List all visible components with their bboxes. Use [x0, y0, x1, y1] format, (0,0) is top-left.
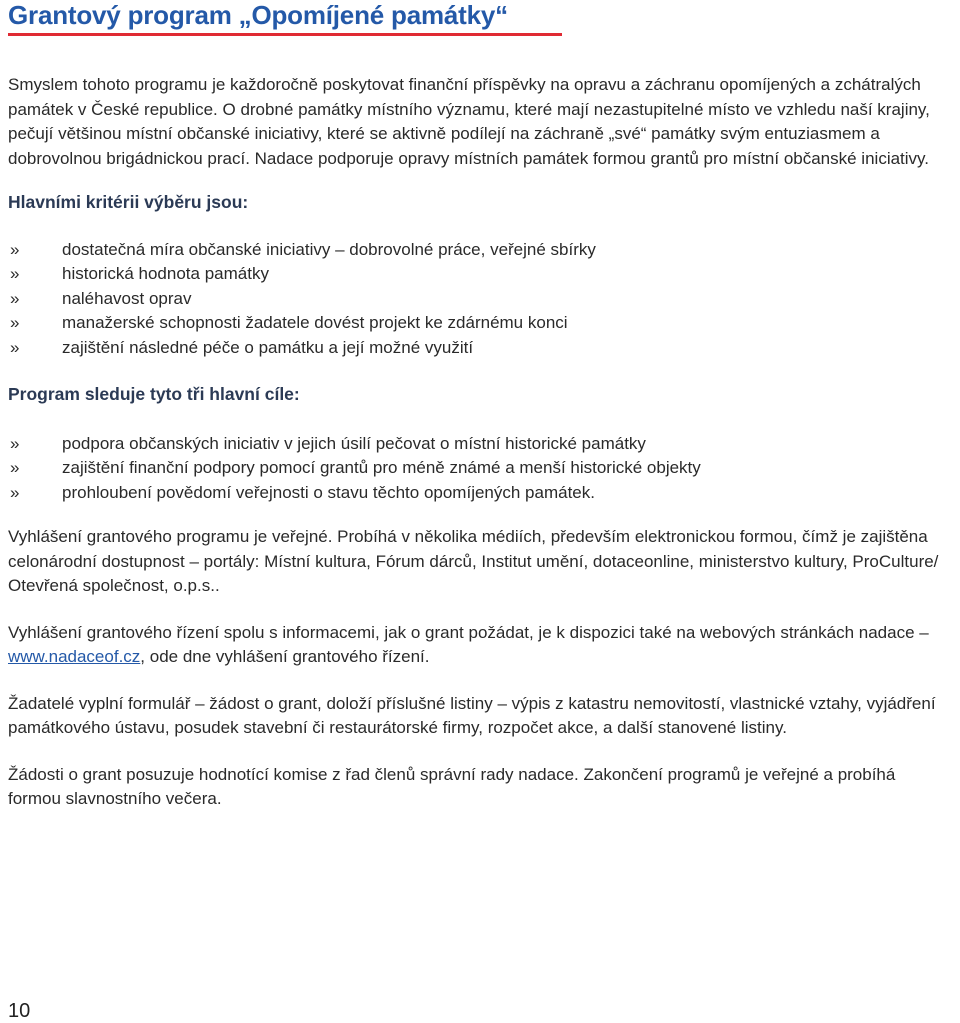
bullet-marker: » [10, 458, 20, 478]
bullet-marker: » [10, 264, 20, 284]
page-number: 10 [8, 1000, 31, 1022]
list-item [8, 432, 943, 456]
list-item-text: podpora občanských iniciativ v jejich úsilí pečovat o místní historické památky [62, 434, 646, 454]
goals-list [8, 432, 943, 505]
list-item-text: dostatečná míra občanské iniciativy – dobrovolné práce, veřejné sbírky [62, 240, 596, 259]
bullet-marker: » [10, 482, 20, 502]
application-form-paragraph: Žadatelé vyplní formulář – žádost o grant, doloží příslušné listiny – výpis z katastru nemovitostí, vlastnické vztahy, vyjádření památkového ústavu, posudek stavební či restaurátorské firmy, rozpočet akce, a další stanovené listiny. [8, 693, 936, 738]
intro-paragraph: Smyslem tohoto programu je každoročně poskytovat finanční příspěvky na opravu a záchranu opomíjených a zchátralých památek v České republice. O drobné památky místního významu, které mají nezastupitelné místo ve vzhledu naší krajiny, pečují většinou místní občanské iniciativy, které se aktivně podílejí na záchraně „své“ památky svým entuziasmem a dobrovolnou brigádnickou prací. Nadace podporuje opravy místních památek formou grantů pro místní občanské iniciativy. [8, 75, 930, 168]
bullet-marker: » [10, 313, 20, 333]
bullet-marker: » [10, 434, 20, 454]
bullet-marker: » [10, 288, 20, 308]
criteria-heading: Hlavními kritérii výběru jsou: [8, 192, 249, 212]
list-item-text: naléhavost oprav [62, 288, 192, 308]
goals-heading: Program sleduje tyto tři hlavní cíle: [8, 384, 300, 405]
bullet-marker: » [10, 240, 20, 259]
criteria-list [8, 238, 943, 360]
web-info-paragraph [8, 621, 943, 670]
list-item-text: zajištění následné péče o památku a její možné využití [62, 337, 474, 357]
list-item [8, 311, 943, 335]
list-item [8, 481, 943, 505]
web-info-text-before: Vyhlášení grantového řízení spolu s informacemi, jak o grant požádat, je k dispozici také na webových stránkách nadace – [8, 622, 929, 642]
announcement-paragraph: Vyhlášení grantového programu je veřejné. Probíhá v několika médiích, především elektronickou formou, čímž je zajištěna celonárodní dostupnost – portály: Místní kultura, Fórum dárců, Institut umění, dotaceonline, ministerstvo kultury, ProCulture/ Otevřená společnost, o.p.s.. [8, 527, 939, 596]
nadace-website-link[interactable]: www.nadaceof.cz [8, 647, 141, 667]
list-item-text: manažerské schopnosti žadatele dovést projekt ke zdárnému konci [62, 313, 568, 333]
list-item-text: prohloubení povědomí veřejnosti o stavu těchto opomíjených památek. [62, 482, 595, 502]
list-item [8, 262, 943, 286]
list-item [8, 456, 943, 480]
list-item [8, 287, 943, 311]
list-item [8, 336, 943, 360]
web-info-text-after: , ode dne vyhlášení grantového řízení. [140, 647, 430, 667]
bullet-marker: » [10, 337, 20, 357]
title-underline [8, 33, 562, 36]
page-title: Grantový program „Opomíjené památky“ [8, 0, 508, 30]
document-page [8, 0, 943, 812]
list-item [8, 238, 943, 262]
list-item-text: historická hodnota památky [62, 264, 269, 284]
list-item-text: zajištění finanční podpory pomocí grantů pro méně známé a menší historické objekty [62, 458, 701, 478]
evaluation-paragraph: Žádosti o grant posuzuje hodnotící komise z řad členů správní rady nadace. Zakončení programů je veřejné a probíhá formou slavnostního večera. [8, 764, 896, 809]
